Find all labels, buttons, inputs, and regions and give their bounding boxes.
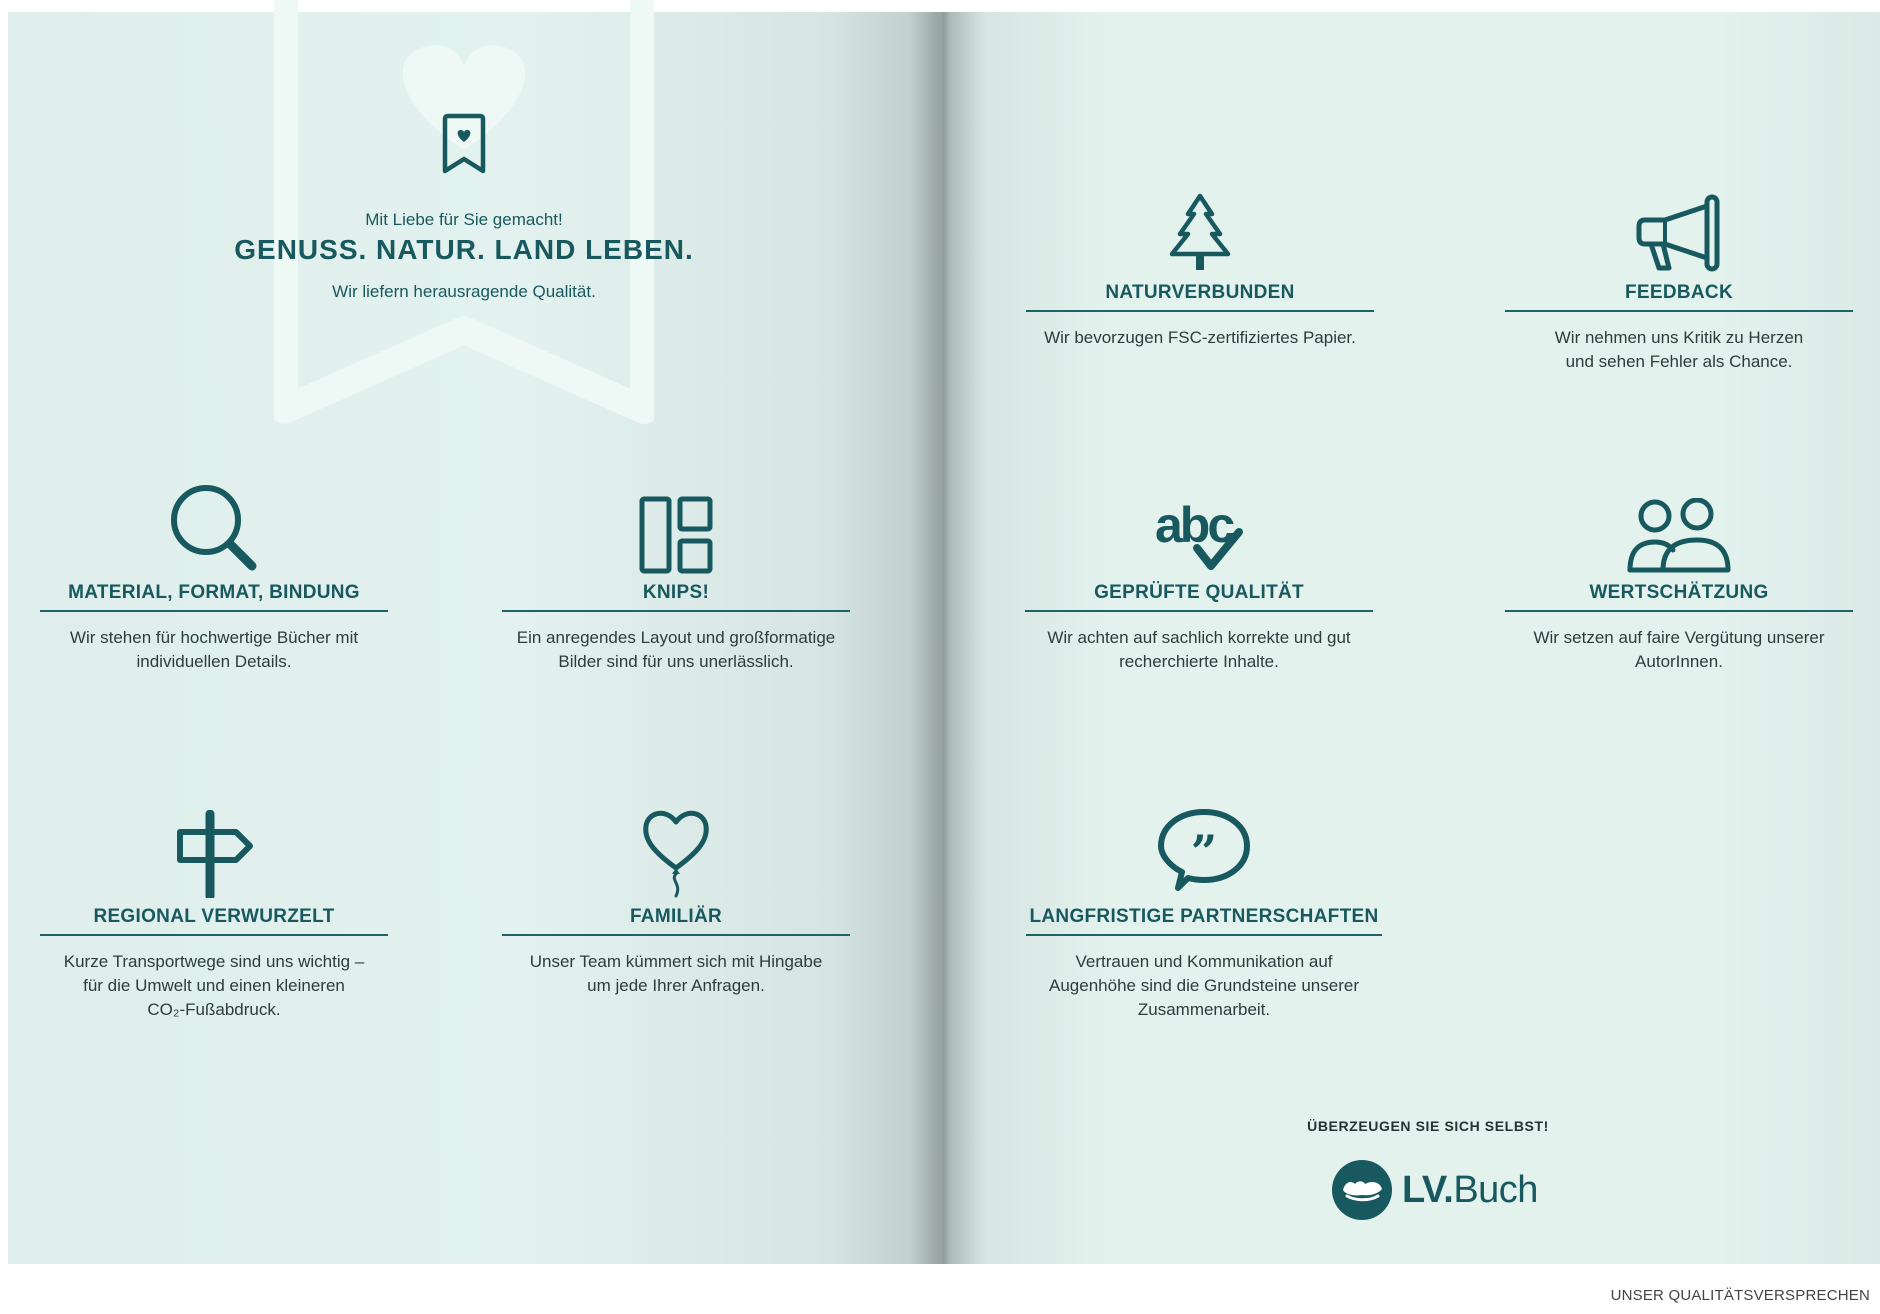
- feature-description: [502, 950, 850, 998]
- hero-kicker: Mit Liebe für Sie gemacht!: [365, 210, 563, 229]
- desc-line: Wir bevorzugen FSC-zertifiziertes Papier.: [1044, 328, 1356, 347]
- quote-bubble-icon: [1158, 808, 1250, 898]
- desc-line: Zusammenarbeit.: [1137, 1000, 1271, 1019]
- desc-line: um jede Ihrer Anfragen.: [587, 976, 765, 995]
- logo-wordmark: [1402, 1169, 1538, 1212]
- feature-description: [1025, 626, 1373, 674]
- people-icon: [1627, 498, 1731, 574]
- feature-description: [1026, 326, 1374, 350]
- logo-regular: Buch: [1453, 1168, 1538, 1211]
- desc-line: und sehen Fehler als Chance.: [1565, 352, 1793, 371]
- feature-naturverbunden: [1026, 170, 1374, 350]
- feature-description: [40, 950, 388, 1022]
- svg-text:abc: abc: [1155, 497, 1233, 553]
- desc-line: Vertrauen und Kommunikation auf: [1075, 952, 1333, 971]
- feature-title: NATURVERBUNDEN: [1026, 282, 1374, 312]
- hero-title: GENUSS. NATUR. LAND LEBEN.: [234, 234, 694, 265]
- svg-text:”: ”: [1190, 825, 1218, 879]
- desc-line: individuellen Details.: [136, 652, 292, 671]
- lvbuch-logo: [1332, 1160, 1538, 1220]
- hero-subtitle: Wir liefern herausragende Qualität.: [332, 282, 596, 301]
- desc-line: Augenhöhe sind die Grundsteine unserer: [1049, 976, 1359, 995]
- feature-material: [40, 470, 388, 674]
- layout-icon: [639, 496, 713, 574]
- lvbuch-logo-icon: [1332, 1160, 1392, 1220]
- feature-regional: [40, 794, 388, 1022]
- desc-line: Bilder sind für uns unerlässlich.: [558, 652, 794, 671]
- feature-partnerschaften: [1026, 794, 1382, 1022]
- feature-title: FAMILIÄR: [502, 906, 850, 936]
- feature-title: LANGFRISTIGE PARTNERSCHAFTEN: [1026, 906, 1382, 936]
- feature-title: FEEDBACK: [1505, 282, 1853, 312]
- desc-line: Wir stehen für hochwertige Bücher mit: [69, 628, 359, 647]
- heart-balloon-icon: [640, 804, 712, 898]
- desc-line: recherchierte Inhalte.: [1119, 652, 1279, 671]
- feature-gepruefte-qualitaet: [1025, 470, 1373, 674]
- feature-title: WERTSCHÄTZUNG: [1505, 582, 1853, 612]
- feature-title: REGIONAL VERWURZELT: [40, 906, 388, 936]
- megaphone-icon: [1635, 194, 1723, 274]
- feature-feedback: [1505, 170, 1853, 374]
- bottom-margin: [0, 1264, 1880, 1314]
- feature-title: MATERIAL, FORMAT, BINDUNG: [40, 582, 388, 612]
- tree-icon: [1168, 192, 1232, 274]
- right-page: [940, 12, 1880, 1264]
- desc-line: Wir nehmen uns Kritik zu Herzen: [1554, 328, 1804, 347]
- feature-title: GEPRÜFTE QUALITÄT: [1025, 582, 1373, 612]
- bookmark-heart-icon: [440, 113, 488, 177]
- feature-description: [1026, 950, 1382, 1022]
- desc-line: Kurze Transportwege sind uns wichtig –: [63, 952, 365, 971]
- feature-familiaer: [502, 794, 850, 998]
- book-spread: [8, 12, 1880, 1264]
- logo-bold: LV.: [1402, 1168, 1454, 1211]
- left-page: [8, 12, 940, 1264]
- feature-wertschaetzung: [1505, 470, 1853, 674]
- desc-line: Wir achten auf sachlich korrekte und gut: [1047, 628, 1351, 647]
- footer-label: UNSER QUALITÄTSVERSPRECHEN: [1610, 1287, 1870, 1304]
- feature-title: KNIPS!: [502, 582, 850, 612]
- desc-line: AutorInnen.: [1635, 652, 1723, 671]
- feature-description: [40, 626, 388, 674]
- feature-description: [1505, 326, 1853, 374]
- feature-description: [1505, 626, 1853, 674]
- desc-line: Wir setzen auf faire Vergütung unserer: [1533, 628, 1825, 647]
- desc-line: Unser Team kümmert sich mit Hingabe: [529, 952, 823, 971]
- magnifier-icon: [168, 482, 260, 574]
- desc-line: Ein anregendes Layout und großformatige: [516, 628, 836, 647]
- desc-line: für die Umwelt und einen kleineren: [83, 976, 345, 995]
- signpost-icon: [174, 810, 254, 898]
- feature-knips: [502, 470, 850, 674]
- book-spine-shadow: [908, 12, 978, 1264]
- call-to-action: ÜBERZEUGEN SIE SICH SELBST!: [1307, 1118, 1549, 1134]
- feature-description: [502, 626, 850, 674]
- desc-line: CO₂-Fußabdruck.: [147, 1000, 281, 1019]
- abc-check-icon: [1153, 496, 1245, 574]
